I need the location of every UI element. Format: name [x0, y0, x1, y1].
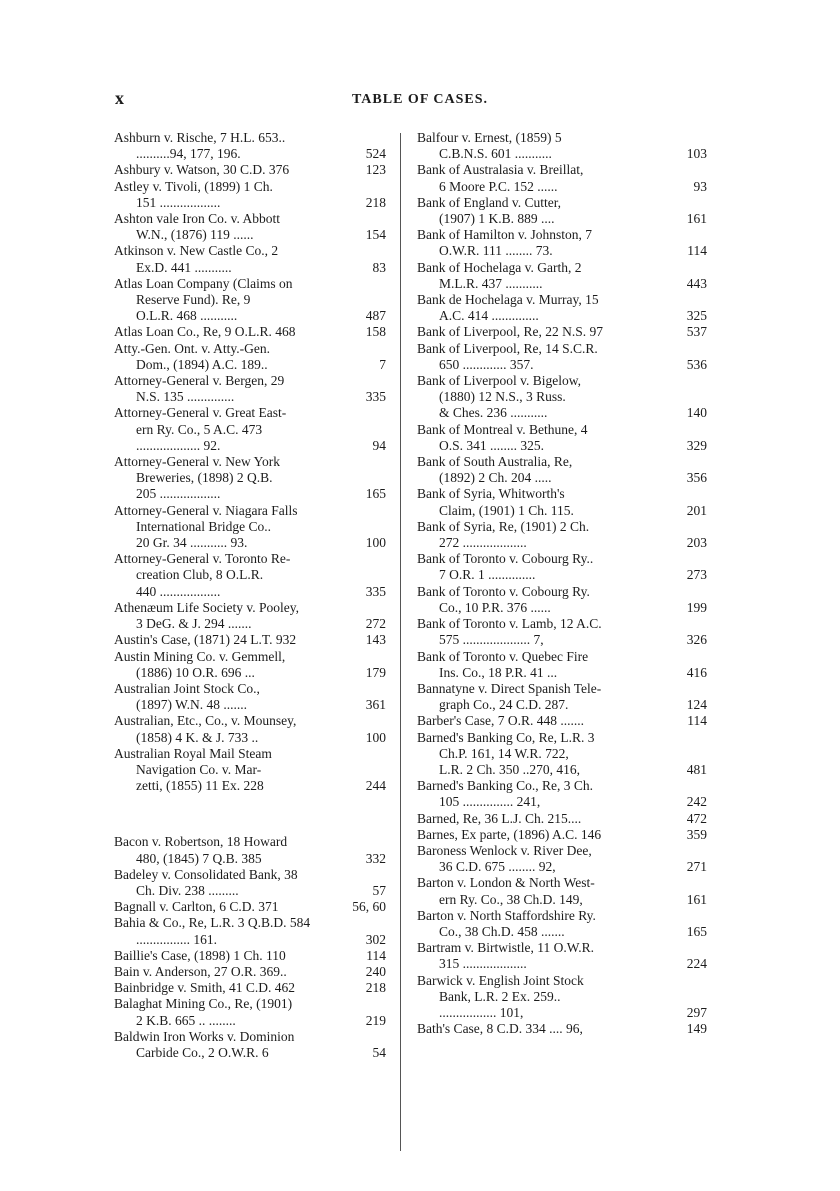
case-citation: Atlas Loan Co., Re, 9 O.L.R. 468: [114, 324, 296, 340]
case-citation: Bath's Case, 8 C.D. 334 .... 96,: [417, 1021, 583, 1037]
case-page-reference: 487: [365, 308, 386, 324]
case-citation: Ashburn v. Rische, 7 H.L. 653.. ..........94, 177, 196.: [114, 130, 286, 162]
case-citation: Bank of Liverpool, Re, 14 S.C.R. 650 ............. 357.: [417, 340, 598, 372]
case-citation: Ashton vale Iron Co. v. Abbott W.N., (1876) 119 ......: [114, 211, 280, 243]
case-entry: [114, 899, 386, 915]
case-citation: Athenæum Life Society v. Pooley, 3 DeG. & J. 294 .......: [114, 599, 299, 632]
case-entry: [417, 195, 707, 227]
case-entry: [114, 980, 386, 996]
case-entry: [417, 811, 707, 827]
case-entry: [417, 130, 707, 162]
case-entry: [114, 996, 386, 1028]
case-citation: Bartram v. Birtwistle, 11 O.W.R. 315 ...................: [417, 940, 594, 972]
case-page-reference: 100: [365, 535, 386, 551]
case-entry: [114, 503, 386, 552]
case-entry: [114, 915, 386, 947]
case-entry: [114, 276, 386, 325]
case-citation: Attorney-General v. Toronto Re- creation Club, 8 O.L.R. 440 ..................: [114, 551, 291, 599]
case-page-reference: 165: [365, 486, 386, 502]
case-entry: [114, 713, 386, 745]
case-page-reference: 218: [365, 194, 386, 210]
case-page-reference: 297: [686, 1004, 707, 1020]
case-citation: Bank of Liverpool, Re, 22 N.S. 97: [417, 324, 603, 340]
left-column: [114, 130, 386, 1061]
case-page-reference: 244: [365, 778, 386, 794]
case-entry: [114, 834, 386, 866]
case-page-reference: 242: [686, 794, 707, 810]
case-entry: [417, 341, 707, 373]
case-entry: [417, 827, 707, 843]
case-citation: Barton v. North Staffordshire Ry. Co., 38 Ch.D. 458 .......: [417, 907, 596, 939]
case-entry: [114, 162, 386, 178]
case-citation: Barwick v. English Joint Stock Bank, L.R. 2 Ex. 259.. ................. 101,: [417, 972, 584, 1020]
case-citation: Barned's Banking Co., Re, 3 Ch. 105 ............... 241,: [417, 778, 594, 810]
case-entry: [417, 713, 707, 729]
right-column: [417, 130, 707, 1037]
case-page-reference: 537: [686, 324, 707, 340]
case-page-reference: 123: [365, 162, 386, 178]
case-citation: Bank of Toronto v. Cobourg Ry.. 7 O.R. 1 ..............: [417, 551, 594, 583]
case-page-reference: 114: [687, 243, 707, 259]
case-entry: [417, 162, 707, 194]
case-page-reference: 361: [365, 697, 386, 713]
case-page-reference: 201: [686, 502, 707, 518]
case-citation: Bank of Hochelaga v. Garth, 2 M.L.R. 437 ...........: [417, 259, 582, 291]
case-entry: [417, 584, 707, 616]
case-page-reference: 332: [365, 850, 386, 866]
case-citation: Bank of Toronto v. Cobourg Ry. Co., 10 P.R. 376 ......: [417, 583, 590, 615]
case-entry: [417, 973, 707, 1022]
case-citation: Austin's Case, (1871) 24 L.T. 932: [114, 632, 297, 648]
case-page-reference: 271: [686, 859, 707, 875]
case-citation: Bainbridge v. Smith, 41 C.D. 462: [114, 980, 295, 996]
case-page-reference: 472: [686, 810, 707, 826]
page-number: x: [115, 88, 125, 108]
case-page-reference: 273: [686, 567, 707, 583]
case-page-reference: 54: [372, 1044, 386, 1060]
case-entry: [114, 1029, 386, 1061]
case-page-reference: 524: [365, 146, 386, 162]
case-entry: [114, 746, 386, 795]
case-entry: [114, 179, 386, 211]
case-page-reference: 7: [379, 356, 386, 372]
case-entry: [417, 551, 707, 583]
case-citation: Barton v. London & North West- ern Ry. Co., 38 Ch.D. 149,: [417, 875, 595, 907]
case-page-reference: 83: [372, 259, 386, 275]
case-citation: Bahia & Co., Re, L.R. 3 Q.B.D. 584 ................ 161.: [114, 915, 311, 947]
case-entry: [417, 227, 707, 259]
case-page-reference: 158: [365, 324, 386, 340]
case-entry: [417, 324, 707, 340]
case-entry: [114, 373, 386, 405]
case-citation: Bain v. Anderson, 27 O.R. 369..: [114, 963, 287, 979]
case-page-reference: 94: [372, 437, 386, 453]
case-citation: Barnes, Ex parte, (1896) A.C. 146: [417, 826, 602, 842]
case-citation: Bannatyne v. Direct Spanish Tele- graph Co., 24 C.D. 287.: [417, 680, 602, 713]
page-title: TABLE OF CASES.: [352, 92, 488, 107]
case-page-reference: 103: [686, 146, 707, 162]
case-entry: [114, 649, 386, 681]
case-entry: [114, 243, 386, 275]
case-entry: [114, 551, 386, 600]
case-entry: [417, 292, 707, 324]
case-page-reference: 93: [693, 178, 707, 194]
case-citation: Balaghat Mining Co., Re, (1901) 2 K.B. 665 .. ........: [114, 996, 293, 1028]
column-divider: [400, 133, 401, 1151]
case-page-reference: 161: [686, 891, 707, 907]
case-entry: [114, 632, 386, 648]
case-page-reference: 335: [365, 389, 386, 405]
case-page-reference: 218: [365, 980, 386, 996]
case-citation: Attorney-General v. Great East- ern Ry. Co., 5 A.C. 473 ................... 92.: [114, 405, 287, 453]
case-page-reference: 335: [365, 583, 386, 599]
case-page-reference: 536: [686, 356, 707, 372]
case-page-reference: 57: [372, 882, 386, 898]
case-citation: Australian Joint Stock Co., (1897) W.N. 48 .......: [114, 680, 260, 713]
case-page-reference: 199: [686, 599, 707, 615]
case-entry: [114, 405, 386, 454]
case-entry: [114, 948, 386, 964]
case-entry: [114, 964, 386, 980]
case-page-reference: 481: [686, 761, 707, 777]
case-page-reference: 154: [365, 227, 386, 243]
case-citation: Baillie's Case, (1898) 1 Ch. 110: [114, 947, 286, 963]
case-citation: Attorney-General v. Niagara Falls International Bridge Co.. 20 Gr. 34 ........... 93.: [114, 502, 298, 551]
case-page-reference: 100: [365, 729, 386, 745]
case-entry: [417, 843, 707, 875]
case-citation: Barber's Case, 7 O.R. 448 .......: [417, 713, 585, 729]
case-page-reference: 179: [365, 664, 386, 680]
case-entry: [114, 341, 386, 373]
case-entry: [417, 454, 707, 486]
case-page-reference: 143: [365, 632, 386, 648]
case-citation: Atlas Loan Company (Claims on Reserve Fund). Re, 9 O.L.R. 468 ...........: [114, 275, 293, 324]
case-entry: [417, 730, 707, 779]
case-entry: [417, 616, 707, 648]
case-entry: [417, 940, 707, 972]
case-citation: Bank of Hamilton v. Johnston, 7 O.W.R. 111 ........ 73.: [417, 227, 592, 259]
case-citation: Attorney-General v. New York Breweries, (1898) 2 Q.B. 205 ..................: [114, 454, 280, 502]
case-entry: [417, 778, 707, 810]
case-entry: [114, 600, 386, 632]
case-citation: Baldwin Iron Works v. Dominion Carbide Co., 2 O.W.R. 6: [114, 1028, 295, 1060]
case-citation: Australian Royal Mail Steam Navigation Co. v. Mar- zetti, (1855) 11 Ex. 228: [114, 745, 272, 794]
case-citation: Bank of Australasia v. Breillat, 6 Moore P.C. 152 ......: [417, 162, 584, 194]
case-citation: Bank of Liverpool v. Bigelow, (1880) 12 N.S., 3 Russ. & Ches. 236 ...........: [417, 373, 581, 421]
case-citation: Bank of Syria, Re, (1901) 2 Ch. 272 ...................: [417, 518, 590, 551]
case-entry: [417, 649, 707, 681]
case-page-reference: 161: [686, 211, 707, 227]
case-citation: Attorney-General v. Bergen, 29 N.S. 135 ..............: [114, 373, 285, 405]
case-citation: Baroness Wenlock v. River Dee, 36 C.D. 675 ........ 92,: [417, 842, 592, 875]
case-entry: [417, 373, 707, 422]
case-citation: Barned, Re, 36 L.J. Ch. 215....: [417, 810, 582, 826]
case-citation: Austin Mining Co. v. Gemmell, (1886) 10 O.R. 696 ...: [114, 648, 286, 680]
case-page-reference: 114: [687, 713, 707, 729]
case-entry: [417, 875, 707, 907]
case-entry: [417, 908, 707, 940]
case-citation: Bank of Syria, Whitworth's Claim, (1901) 1 Ch. 115.: [417, 486, 574, 518]
case-page-reference: 329: [686, 437, 707, 453]
section-gap: [114, 794, 386, 834]
case-entry: [417, 1021, 707, 1037]
case-entry: [114, 130, 386, 162]
case-page-reference: 272: [365, 616, 386, 632]
case-page-reference: 240: [365, 963, 386, 979]
case-citation: Bank de Hochelaga v. Murray, 15 A.C. 414 ..............: [417, 292, 599, 324]
case-citation: Atty.-Gen. Ont. v. Atty.-Gen. Dom., (1894) A.C. 189..: [114, 340, 270, 372]
case-citation: Barned's Banking Co, Re, L.R. 3 Ch.P. 161, 14 W.R. 722, L.R. 2 Ch. 350 ..270, 416,: [417, 729, 595, 777]
case-entry: [417, 422, 707, 454]
case-citation: Bank of England v. Cutter, (1907) 1 K.B. 889 ....: [417, 194, 562, 227]
case-citation: Bank of Montreal v. Bethune, 4 O.S. 341 ........ 325.: [417, 421, 588, 453]
case-page-reference: 114: [366, 947, 386, 963]
case-entry: [417, 486, 707, 518]
case-entry: [114, 211, 386, 243]
case-page-reference: 302: [365, 931, 386, 947]
case-entry: [114, 324, 386, 340]
case-page-reference: 56, 60: [352, 899, 386, 915]
case-page-reference: 416: [686, 664, 707, 680]
case-page-reference: 443: [686, 275, 707, 291]
case-entry: [417, 519, 707, 551]
case-citation: Badeley v. Consolidated Bank, 38 Ch. Div. 238 .........: [114, 866, 298, 898]
case-entry: [114, 454, 386, 503]
case-page-reference: 203: [686, 535, 707, 551]
case-citation: Bank of Toronto v. Lamb, 12 A.C. 575 .................... 7,: [417, 616, 602, 648]
case-page-reference: 326: [686, 632, 707, 648]
case-citation: Australian, Etc., Co., v. Mounsey, (1858) 4 K. & J. 733 ..: [114, 713, 297, 745]
case-citation: Balfour v. Ernest, (1859) 5 C.B.N.S. 601 ...........: [417, 130, 562, 162]
case-entry: [417, 681, 707, 713]
case-entry: [114, 867, 386, 899]
case-page-reference: 219: [365, 1012, 386, 1028]
case-page-reference: 224: [686, 956, 707, 972]
case-citation: Astley v. Tivoli, (1899) 1 Ch. 151 ..................: [114, 178, 273, 210]
case-page-reference: 356: [686, 470, 707, 486]
case-page-reference: 359: [686, 826, 707, 842]
case-citation: Bank of South Australia, Re, (1892) 2 Ch. 204 .....: [417, 454, 573, 486]
case-page-reference: 124: [686, 697, 707, 713]
case-citation: Ashbury v. Watson, 30 C.D. 376: [114, 162, 290, 178]
case-citation: Atkinson v. New Castle Co., 2 Ex.D. 441 ...........: [114, 243, 279, 275]
case-page-reference: 140: [686, 405, 707, 421]
case-page-reference: 325: [686, 308, 707, 324]
case-citation: Bacon v. Robertson, 18 Howard 480, (1845) 7 Q.B. 385: [114, 834, 288, 866]
case-page-reference: 149: [686, 1021, 707, 1037]
case-entry: [114, 681, 386, 713]
case-citation: Bank of Toronto v. Quebec Fire Ins. Co., 18 P.R. 41 ...: [417, 648, 589, 680]
case-citation: Bagnall v. Carlton, 6 C.D. 371: [114, 899, 279, 915]
case-page-reference: 165: [686, 923, 707, 939]
case-entry: [417, 260, 707, 292]
